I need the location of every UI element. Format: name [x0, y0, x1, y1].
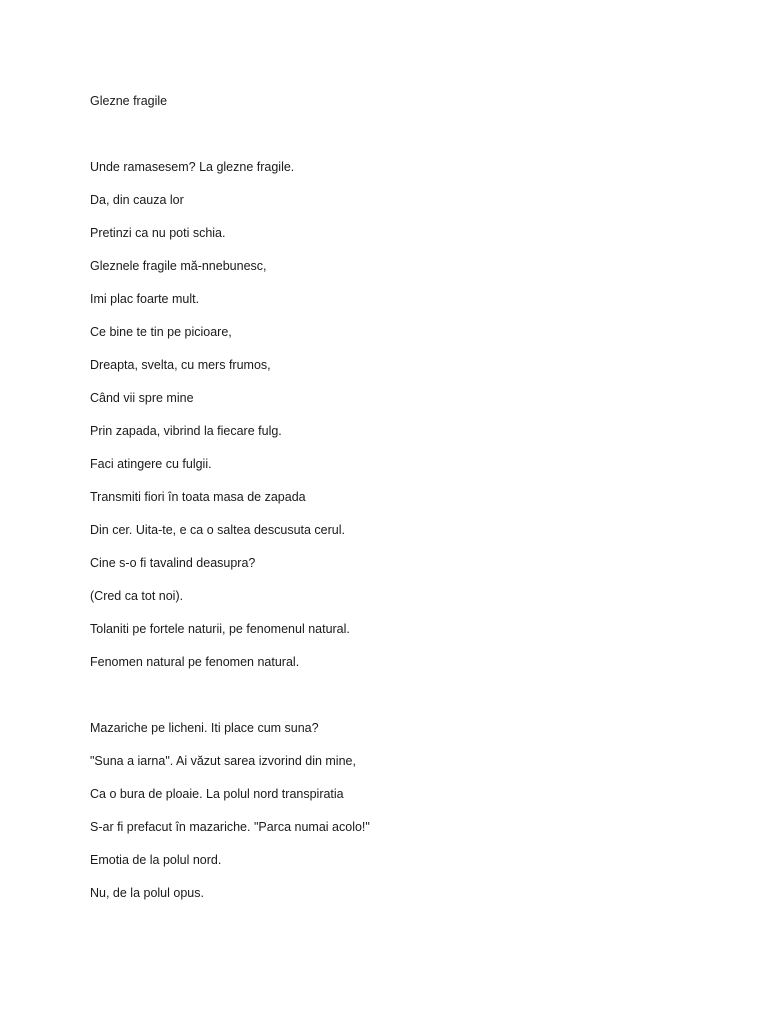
poem-line: (Cred ca tot noi).	[90, 589, 184, 603]
poem-line: Dreapta, svelta, cu mers frumos,	[90, 358, 271, 372]
poem-line: Ca o bura de ploaie. La polul nord transpiratia	[90, 787, 344, 801]
poem-line: Unde ramasesem? La glezne fragile.	[90, 160, 295, 174]
poem-line: Imi plac foarte mult.	[90, 292, 200, 306]
poem-line: Mazariche pe licheni. Iti place cum suna?	[90, 721, 319, 735]
poem-line: S-ar fi prefacut în mazariche. "Parca numai acolo!"	[90, 820, 370, 834]
poem-line: Transmiti fiori în toata masa de zapada	[90, 490, 306, 504]
poem-line: Prin zapada, vibrind la fiecare fulg.	[90, 424, 282, 438]
poem-line: Faci atingere cu fulgii.	[90, 457, 212, 471]
poem-line: Nu, de la polul opus.	[90, 886, 204, 900]
poem-line: Pretinzi ca nu poti schia.	[90, 226, 226, 240]
poem-line: Când vii spre mine	[90, 391, 194, 405]
poem-line: Din cer. Uita-te, e ca o saltea descusuta cerul.	[90, 523, 345, 537]
poem-title: Glezne fragile	[90, 94, 168, 108]
poem-line: Fenomen natural pe fenomen natural.	[90, 655, 300, 669]
poem-line: "Suna a iarna". Ai văzut sarea izvorind din mine,	[90, 754, 356, 768]
poem-line: Cine s-o fi tavalind deasupra?	[90, 556, 256, 570]
poem-line: Emotia de la polul nord.	[90, 853, 222, 867]
poem-line: Tolaniti pe fortele naturii, pe fenomenul natural.	[90, 622, 350, 636]
poem-line: Gleznele fragile mă-nnebunesc,	[90, 259, 267, 273]
poem-line: Ce bine te tin pe picioare,	[90, 325, 232, 339]
poem-body	[90, 93, 710, 902]
poem-line: Da, din cauza lor	[90, 193, 184, 207]
